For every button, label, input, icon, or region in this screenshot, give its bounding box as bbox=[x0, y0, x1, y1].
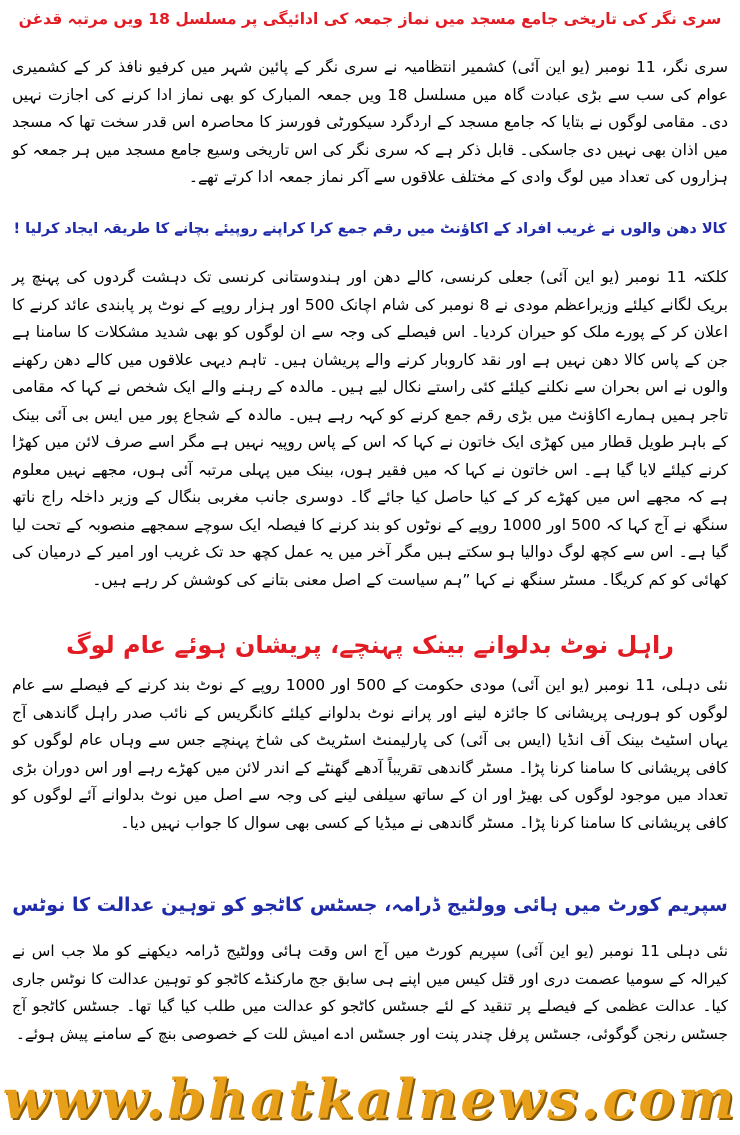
article-1-headline: سری نگر کی تاریخی جامع مسجد میں نماز جمعہ کی ادائیگی پر مسلسل 18 ویں مرتبہ قدغن bbox=[18, 10, 722, 28]
article-2-headline: کالا دھن والوں نے غریب افراد کے اکاؤنٹ میں رقم جمع کرا کراپنے روپیئے بچانے کا طریقہ ایجاد کرلیا ! bbox=[13, 221, 727, 237]
article-3-headline: راہل نوٹ بدلوانے بینک پہنچے، پریشان ہوئے عام لوگ bbox=[66, 631, 674, 659]
article-4-headline: سپریم کورٹ میں ہائی وولٹیج ڈرامہ، جسٹس کاٹجو کو توہین عدالت کا نوٹس bbox=[12, 894, 728, 916]
site-watermark: www.bhatkalnews.com bbox=[2, 1067, 738, 1131]
article-3-body: نئی دہلی، 11 نومبر (یو این آئی) مودی حکومت کے 500 اور 1000 روپے کے نوٹ بند کرنے کے فیصلے سے عام لوگوں کو ہورہی پریشانی کا جائزہ لینے اور پرانے نوٹ بدلوانے کیلئے کانگریس کے نائب صدر راہل گاندھی آج یہاں اسٹیٹ بینک آف انڈیا (ایس بی آئی) کی پارلیمنٹ اسٹریٹ کی شاخ پہنچے جس سے وہاں عام لوگوں کو کافی پریشانی کا سامنا کرنا پڑا۔ مسٹر گاندھی تقریباً آدھے گھنٹے کے اندر لائن میں کھڑے رہے اور اس دوران بڑی تعداد میں موجود لوگوں کی بھیڑ اور ان کے ساتھ سیلفی لینے کی وجہ سے اصل میں نوٹ بدلوانے آئے لوگوں کو کافی پریشانی کا سامنا کرنا پڑا۔ مسٹر گاندھی نے میڈیا کے کسی بھی سوال کا جواب نہیں دیا۔ bbox=[12, 676, 728, 832]
article-4-body: نئی دہلی 11 نومبر (یو این آئی) سپریم کورٹ میں آج اس وقت ہائی وولٹیج ڈرامہ دیکھنے کو ملا جب اس نے کیرالہ کے سومیا عصمت دری اور قتل کیس میں اپنے ہی سابق جج مارکنڈے کاٹجو کو توہین عدالت کا نوٹس جاری کیا۔ عدالت عظمی کے فیصلے پر تنقید کے لئے جسٹس کاٹجو کو عدالت میں طلب کیا گیا تھا۔ جسٹس کاٹجو آج جسٹس رنجن گوگوئی، جسٹس پرفل چندر پنت اور جسٹس ادے امیش للت کے خصوصی بنچ کے سامنے پیش ہوئے۔ bbox=[12, 942, 728, 1043]
article-1-body: سری نگر، 11 نومبر (یو این آئی) کشمیر انتظامیہ نے سری نگر کے پائین شہر میں کرفیو نافذ کر کے کشمیری عوام کی سب سے بڑی عبادت گاہ میں مسلسل 18 ویں جمعہ المبارک کو بھی نماز ادا کرنے کی اجازت نہیں دی۔ مقامی لوگوں نے بتایا کہ جامع مسجد کے اردگرد سیکورٹی فورسز کا محاصرہ اس قدر سخت تھا کہ مسجد میں اذان بھی نہیں دی جاسکی۔ قابل ذکر ہے کہ سری نگر کی اس تاریخی وسیع جامع مسجد میں ہر جمعہ کو ہزاروں کی تعداد میں لوگ وادی کے مختلف علاقوں سے آکر نماز جمعہ ادا کرتے تھے۔ bbox=[12, 58, 728, 186]
article-2-body: کلکتہ 11 نومبر (یو این آئی) جعلی کرنسی، کالے دھن اور ہندوستانی کرنسی تک دہشت گردوں کی پہنچ پر بریک لگانے کیلئے وزیراعظم مودی نے 8 نومبر کی شام اچانک 500 اور ہزار روپے کے نوٹ پر پابندی عائد کرنے کا اعلان کر کے پورے ملک کو حیران کردیا۔ اس فیصلے کی وجہ سے ان لوگوں کو بھی شدید مشکلات کا سامنا ہے جن کے پاس کالا دھن نہیں ہے اور نقد کاروبار کرنے والے پریشان ہیں۔ تاہم دیہی علاقوں میں کالے دھن رکھنے والوں نے اس بحران سے نکلنے کیلئے کئی راستے نکال لیے ہیں۔ مالدہ کے رہنے والے ایک شخص نے کہا کہ مقامی تاجر ہمیں ہمارے اکاؤنٹ میں بڑی رقم جمع کرنے کو کہہ رہے ہیں۔ مالدہ کے شجاع پور میں ایس بی آئی بینک کے باہر طویل قطار میں کھڑی ایک خاتون نے کہا کہ اس کے پاس روپیہ نہیں ہے مگر اسے صرف لائن میں کھڑا کرنے کیلئے لایا گیا ہے۔ اس خاتون نے کہا کہ میں فقیر ہوں، بینک میں پہلی مرتبہ آئی ہوں، مجھے نہیں معلوم ہے کہ مجھے اس میں کھڑے کر کے کیا حاصل کیا جائے گا۔ دوسری جانب مغربی بنگال کے وزیر داخلہ راج ناتھ سنگھ نے آج کہا کہ 500 اور 1000 روپے کے نوٹوں کو بند کرنے کا فیصلہ ایک سوچے سمجھے منصوبہ کے تحت لیا گیا ہے۔ اس سے کچھ لوگ دوالیا ہو سکتے ہیں مگر آخر میں یہ عمل کچھ حد تک غریب اور امیر کے درمیان کی کھائی کو کم کریگا۔ مسٹر سنگھ نے کہا ”ہم سیاست کے اصل معنی بتانے کی کوشش کر رہے ہیں۔ bbox=[12, 268, 728, 589]
